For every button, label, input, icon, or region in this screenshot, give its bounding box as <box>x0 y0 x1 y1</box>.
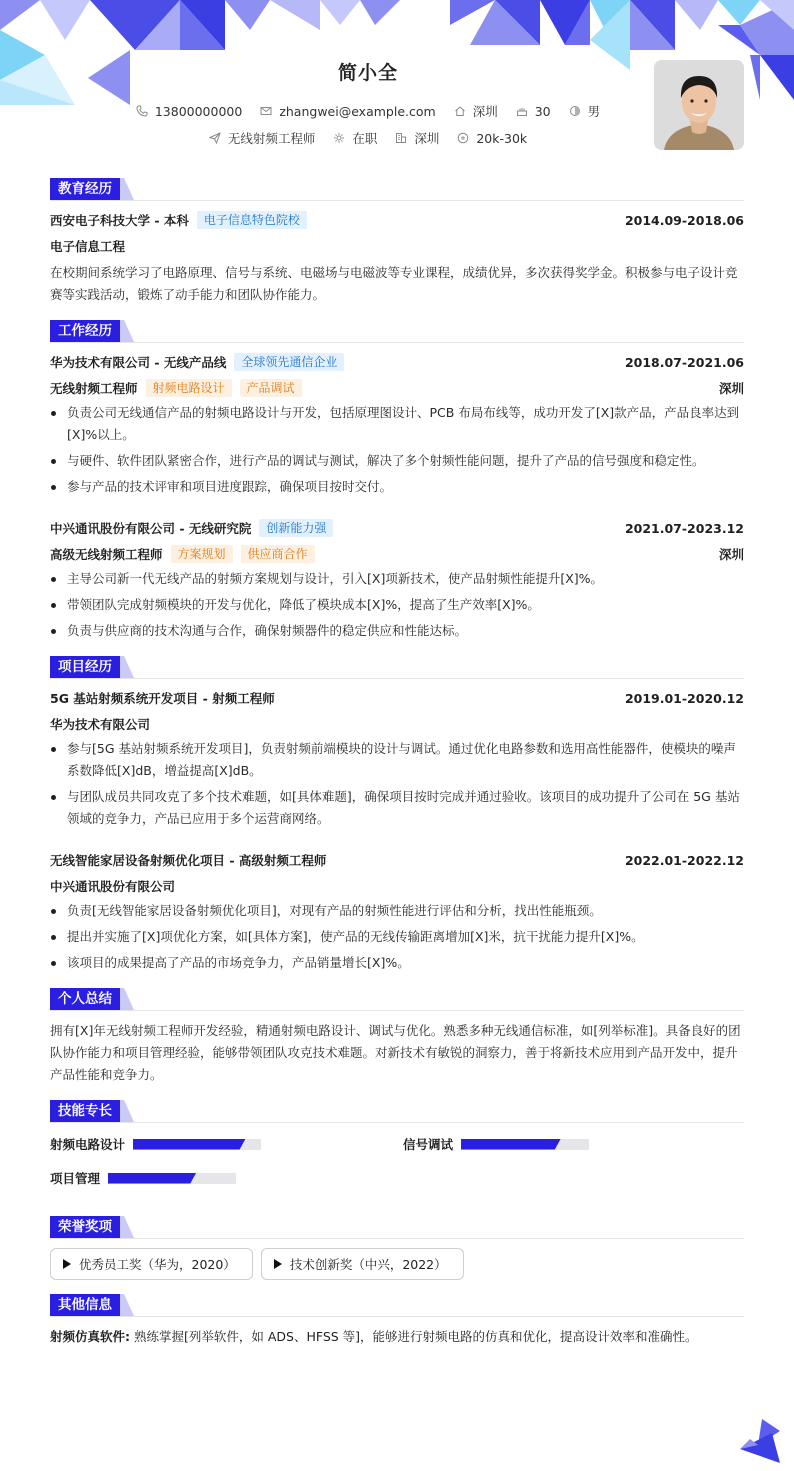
section-title: 荣誉奖项 <box>50 1216 122 1238</box>
skill-bar-fill <box>108 1173 196 1184</box>
resume-body <box>50 178 744 1362</box>
email-item <box>260 104 435 119</box>
list-item: 提出并实施了[X]项优化方案，如[具体方案]，使产品的无线传输距离增加[X]米，抗干扰能力提升[X]%。 <box>50 926 744 948</box>
target-city-text: 深圳 <box>414 131 440 146</box>
role-tag: 产品调试 <box>240 379 302 397</box>
phone-text: 13800000000 <box>154 103 243 119</box>
city-text: 深圳 <box>472 104 498 119</box>
target-position-item <box>209 129 316 147</box>
work-bullets <box>50 568 744 642</box>
skill-label: 项目管理 <box>50 1171 101 1186</box>
award-chip <box>261 1248 464 1280</box>
candidate-name: 简小全 <box>337 62 398 84</box>
honors-section <box>50 1216 744 1280</box>
skill-item <box>50 1134 261 1154</box>
skill-bar-fill <box>133 1139 246 1150</box>
section-title: 其他信息 <box>50 1294 122 1316</box>
section-header <box>50 1294 744 1316</box>
home-icon <box>454 105 466 117</box>
list-item: 负责[无线智能家居设备射频优化项目]，对现有产品的射频性能进行评估和分析，找出性能瓶颈。 <box>50 900 744 922</box>
project-bullets <box>50 738 744 830</box>
skill-item <box>50 1168 236 1188</box>
skill-label: 射频电路设计 <box>50 1137 126 1152</box>
major-name: 电子信息工程 <box>50 239 126 254</box>
list-item: 参与产品的技术评审和项目进度跟踪，确保项目按时交付。 <box>50 476 744 498</box>
target-city-item <box>395 129 439 147</box>
award-text: 技术创新奖（中兴，2022） <box>289 1257 447 1272</box>
list-item: 该项目的成果提高了产品的市场竞争力，产品销量增长[X]%。 <box>50 952 744 974</box>
skill-bar-fill <box>461 1139 561 1150</box>
section-title: 项目经历 <box>50 656 122 678</box>
work-date: 2021.07-2023.12 <box>624 520 744 536</box>
section-title-tail <box>120 1294 136 1316</box>
role-tag: 供应商合作 <box>241 545 315 563</box>
building-icon <box>395 132 407 144</box>
gender-item <box>569 102 601 120</box>
school-tag: 电子信息特色院校 <box>197 211 307 229</box>
other-info-line <box>50 1326 744 1348</box>
project-entry <box>50 850 744 974</box>
section-title-tail <box>120 178 136 200</box>
skills-grid <box>50 1132 744 1202</box>
list-item: 主导公司新一代无线产品的射频方案规划与设计，引入[X]项新技术，使产品射频性能提升[X]%。 <box>50 568 744 590</box>
section-title: 教育经历 <box>50 178 122 200</box>
list-item: 负责公司无线通信产品的射频电路设计与开发，包括原理图设计、PCB 布局布线等，成功开发了[X]款产品，产品良率达到[X]%以上。 <box>50 402 744 446</box>
age-item <box>516 104 551 119</box>
resume-header <box>0 0 794 170</box>
section-header <box>50 1216 744 1238</box>
major-row <box>50 236 744 256</box>
skills-section <box>50 1100 744 1202</box>
company-name: 中兴通讯股份有限公司 - 无线研究院 <box>50 521 252 536</box>
role-tag: 方案规划 <box>171 545 233 563</box>
phone-icon <box>136 105 148 117</box>
target-position-text: 无线射频工程师 <box>227 131 316 146</box>
project-entry <box>50 688 744 830</box>
age-text: 30 <box>534 103 551 119</box>
gender-text: 男 <box>587 104 601 119</box>
list-item: 参与[5G 基站射频系统开发项目]，负责射频前端模块的设计与调试。通过优化电路参数和选用高性能器件，使模块的噪声系数降低[X]dB，增益提高[X]dB。 <box>50 738 744 782</box>
project-company: 华为技术有限公司 <box>50 717 151 732</box>
section-header <box>50 988 744 1010</box>
send-icon <box>209 132 221 144</box>
section-title-tail <box>120 320 136 342</box>
age-icon <box>516 105 528 117</box>
role-name: 无线射频工程师 <box>50 381 138 396</box>
work-location: 深圳 <box>718 547 744 562</box>
skill-bar <box>461 1139 589 1150</box>
projects-section <box>50 656 744 974</box>
work-bullets <box>50 402 744 498</box>
summary-text: 拥有[X]年无线射频工程师开发经验，精通射频电路设计、调试与优化。熟悉多种无线通信标准，如[列举标准]。具备良好的团队协作能力和项目管理经验，能够带领团队攻克技术难题。对新技术有敏锐的洞察力，善于将新技术应用到产品开发中，提升产品性能和竞争力。 <box>50 1023 741 1082</box>
education-date: 2014.09-2018.06 <box>624 212 744 228</box>
list-item: 与团队成员共同攻克了多个技术难题，如[具体难题]，确保项目按时完成并通过验收。该项目的成功提升了公司在 5G 基站领域的竞争力，产品已应用于多个运营商网络。 <box>50 786 744 830</box>
list-item: 带领团队完成射频模块的开发与优化，降低了模块成本[X]%，提高了生产效率[X]%。 <box>50 594 744 616</box>
section-title-tail <box>120 1216 136 1238</box>
section-header <box>50 320 744 342</box>
education-header-row <box>50 210 744 230</box>
awards-list <box>50 1248 744 1280</box>
project-company-row <box>50 714 744 734</box>
section-title: 个人总结 <box>50 988 122 1010</box>
section-header <box>50 1100 744 1122</box>
summary-section <box>50 988 744 1086</box>
avatar <box>654 60 744 150</box>
section-title-tail <box>120 988 136 1010</box>
company-tag: 创新能力强 <box>259 519 333 537</box>
education-description: 在校期间系统学习了电路原理、信号与系统、电磁场与电磁波等专业课程，成绩优异，多次获得奖学金。积极参与电子设计竞赛等实践活动，锻炼了动手能力和团队协作能力。 <box>50 265 738 302</box>
section-header <box>50 656 744 678</box>
job-status-item <box>333 129 377 147</box>
work-entry <box>50 518 744 642</box>
project-name: 5G 基站射频系统开发项目 - 射频工程师 <box>50 691 275 706</box>
work-section <box>50 320 744 642</box>
section-title: 工作经历 <box>50 320 122 342</box>
project-row <box>50 850 744 870</box>
section-title-tail <box>120 656 136 678</box>
project-date: 2019.01-2020.12 <box>624 690 744 706</box>
other-section <box>50 1294 744 1348</box>
gear-icon <box>333 132 345 144</box>
salary-text: 20k-30k <box>476 130 528 146</box>
section-header <box>50 178 744 200</box>
project-company-row <box>50 876 744 896</box>
award-text: 优秀员工奖（华为，2020） <box>79 1257 236 1272</box>
award-chip <box>50 1248 253 1280</box>
role-row <box>50 544 744 564</box>
role-tag: 射频电路设计 <box>146 379 232 397</box>
school-name: 西安电子科技大学 - 本科 <box>50 213 189 228</box>
company-row <box>50 518 744 538</box>
phone-item <box>136 104 242 119</box>
company-tag: 全球领先通信企业 <box>234 353 344 371</box>
project-name: 无线智能家居设备射频优化项目 - 高级射频工程师 <box>50 853 327 868</box>
company-name: 华为技术有限公司 - 无线产品线 <box>50 355 227 370</box>
other-text: 熟练掌握[列举软件，如 ADS、HFSS 等]，能够进行射频电路的仿真和优化，提高设计效率和准确性。 <box>133 1329 698 1344</box>
work-entry <box>50 352 744 498</box>
skill-bar <box>133 1139 261 1150</box>
job-status-text: 在职 <box>352 131 378 146</box>
project-row <box>50 688 744 708</box>
profile-photo <box>654 60 744 150</box>
project-bullets <box>50 900 744 974</box>
list-item: 与硬件、软件团队紧密合作，进行产品的调试与测试，解决了多个射频性能问题，提升了产品的信号强度和稳定性。 <box>50 450 744 472</box>
section-title: 技能专长 <box>50 1100 122 1122</box>
skill-bar <box>108 1173 236 1184</box>
role-row <box>50 378 744 398</box>
skill-item <box>403 1134 589 1154</box>
email-text: zhangwei@example.com <box>279 103 436 119</box>
city-item <box>454 102 498 120</box>
work-date: 2018.07-2021.06 <box>624 354 744 370</box>
play-triangle-icon <box>63 1259 71 1269</box>
play-triangle-icon <box>274 1259 282 1269</box>
project-date: 2022.01-2022.12 <box>624 852 744 868</box>
role-name: 高级无线射频工程师 <box>50 547 163 562</box>
company-row <box>50 352 744 372</box>
work-location: 深圳 <box>718 381 744 396</box>
salary-item <box>457 131 527 146</box>
project-company: 中兴通讯股份有限公司 <box>50 879 176 894</box>
contact-line <box>0 102 736 120</box>
job-intent-line <box>0 129 736 147</box>
other-label: 射频仿真软件: <box>50 1329 130 1344</box>
section-title-tail <box>120 1100 136 1122</box>
decorative-corner-triangles <box>740 1419 780 1463</box>
salary-icon <box>457 132 469 144</box>
education-section <box>50 178 744 306</box>
skill-label: 信号调试 <box>403 1137 454 1152</box>
list-item: 负责与供应商的技术沟通与合作，确保射频器件的稳定供应和性能达标。 <box>50 620 744 642</box>
mail-icon <box>260 105 272 117</box>
gender-icon <box>569 105 581 117</box>
